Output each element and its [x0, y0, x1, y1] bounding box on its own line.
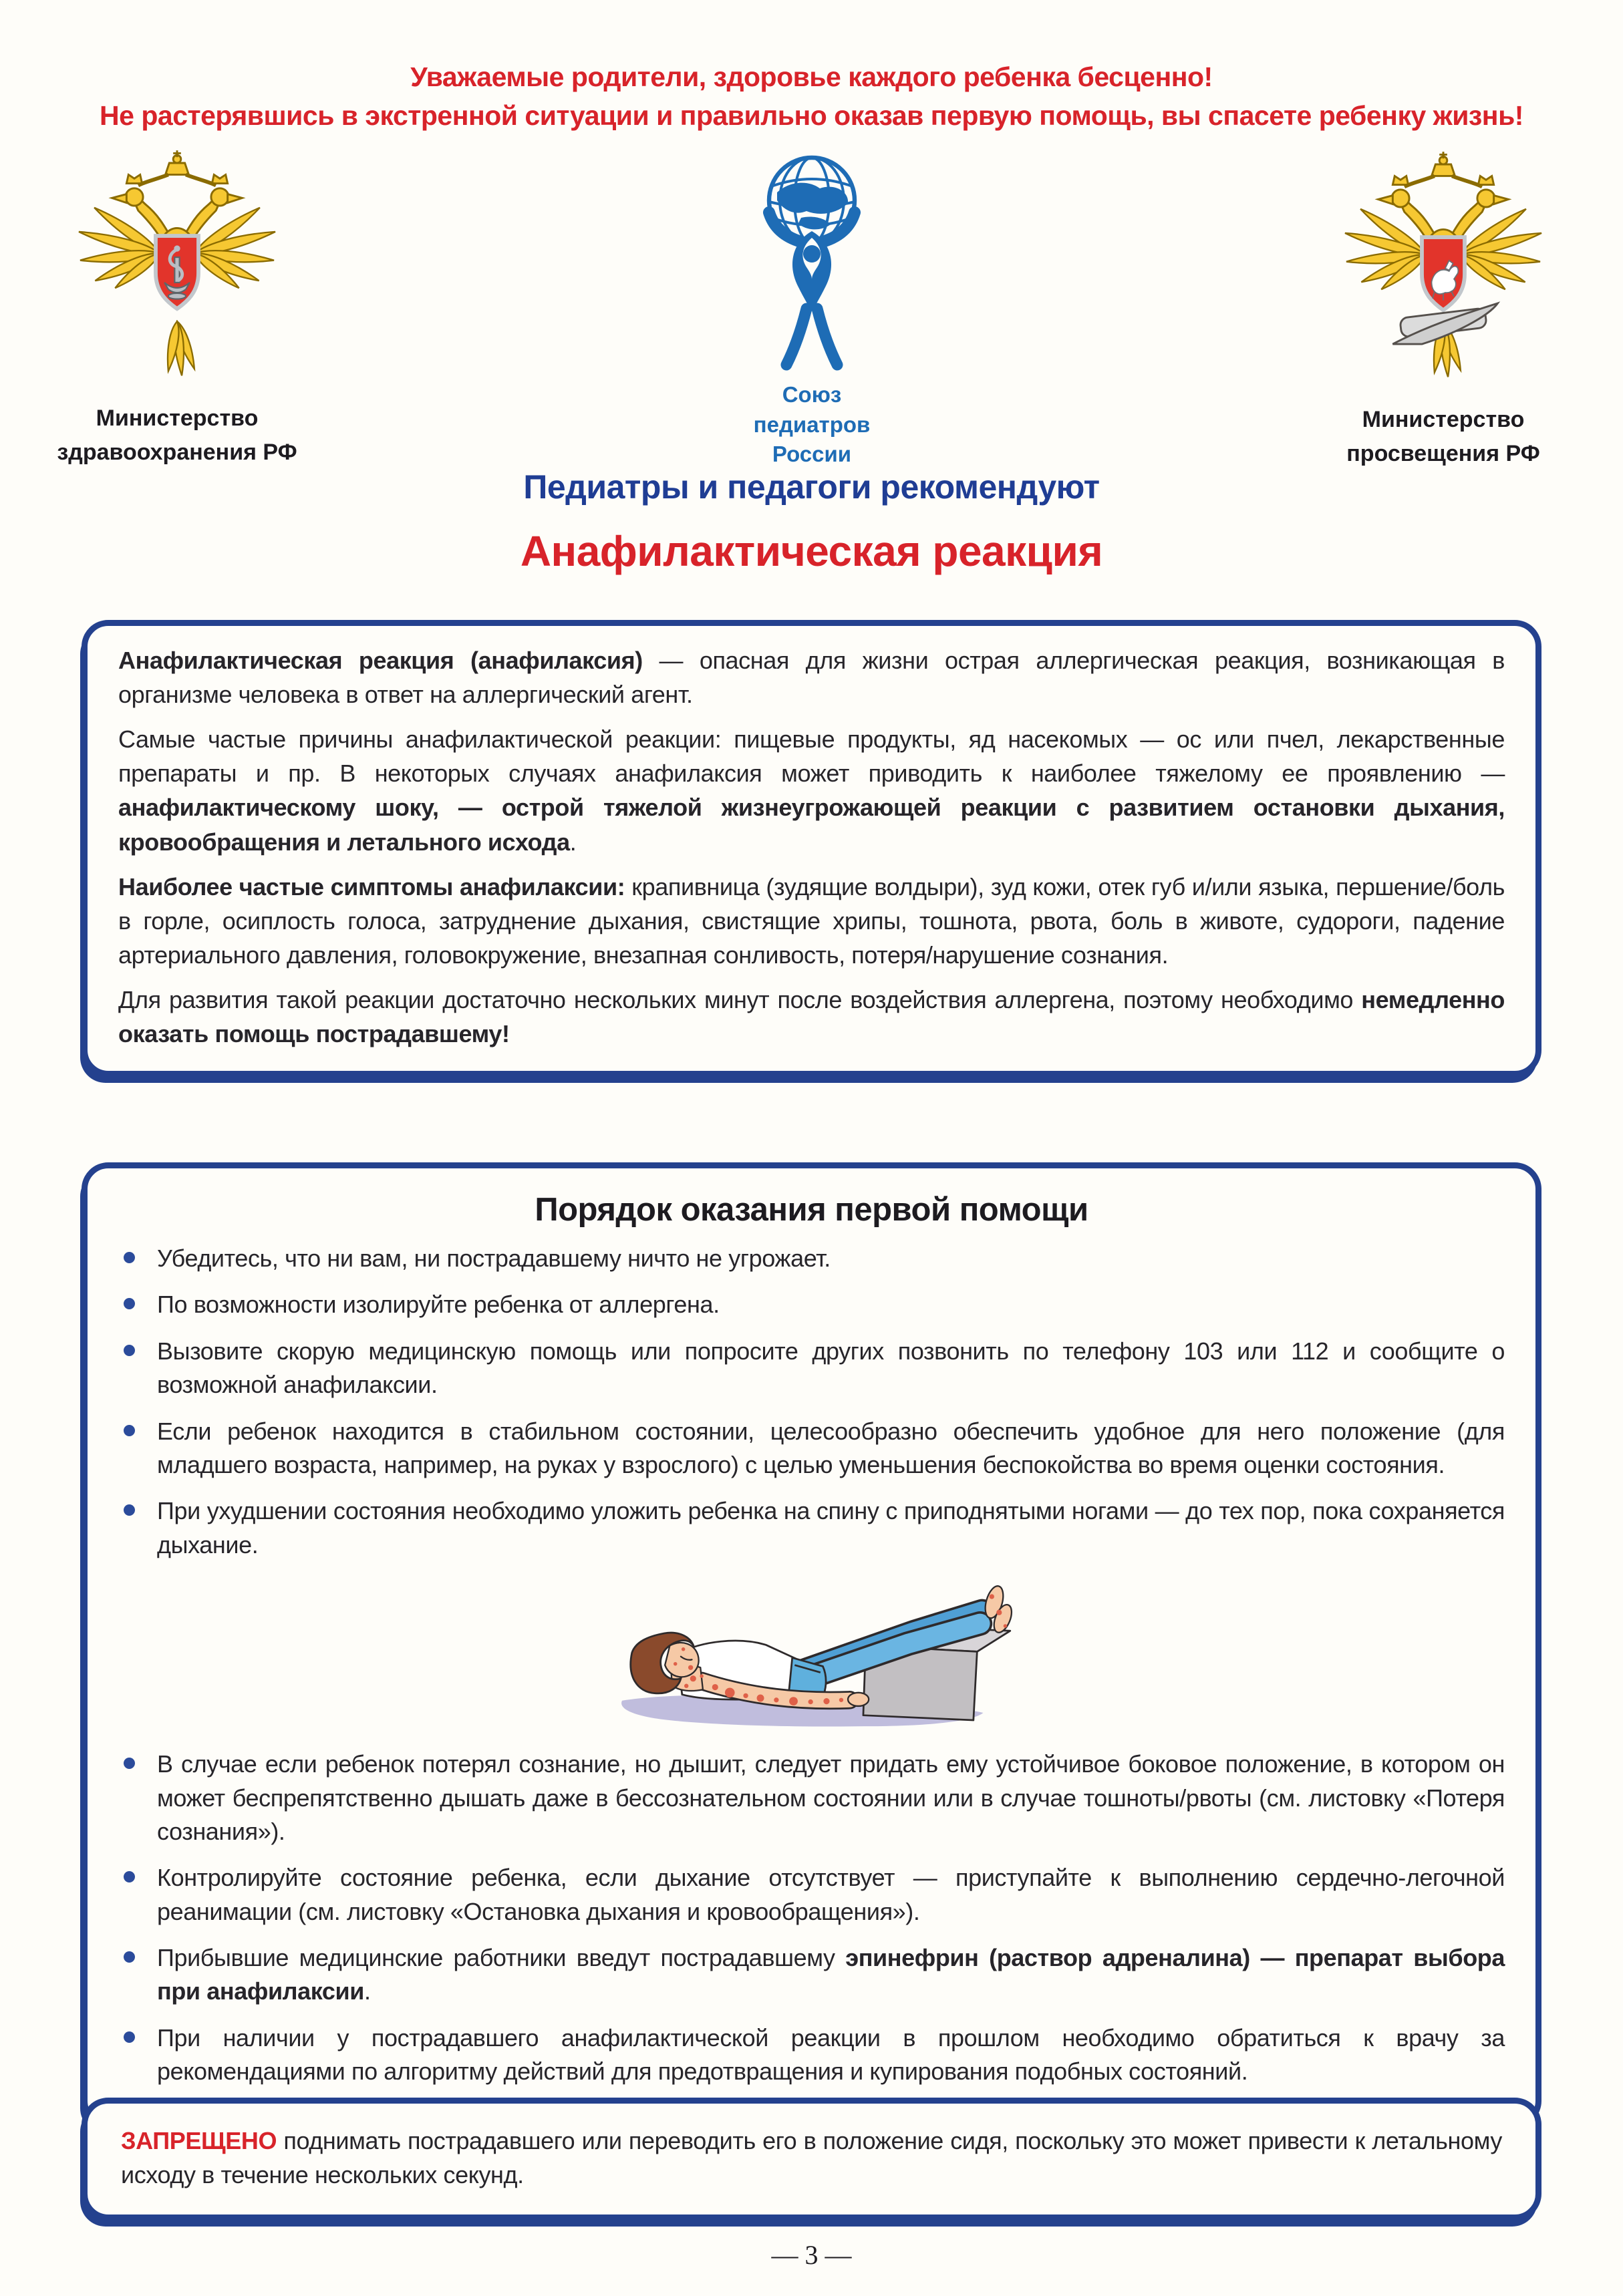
- pediatric-union-logo-block: [685, 147, 939, 470]
- header-line-2: Не растерявшись в экстренной ситуации и правильно оказав первую помощь, вы спасете ребенку жизнь!: [100, 100, 1523, 131]
- bullet-icon: [124, 1758, 135, 1769]
- definition-panel: [82, 620, 1541, 1077]
- pediatric-union-logo-icon: [732, 147, 892, 374]
- header-appeal: [0, 57, 1623, 135]
- health-ministry-logo-block: [50, 148, 304, 470]
- health-ministry-emblem-icon: [70, 148, 284, 391]
- bullet-icon: [124, 2031, 135, 2043]
- forbidden-text: ЗАПРЕЩЕНО поднимать пострадавшего или переводить его в положение сидя, поскольку это может привести к летальному исходу в течение нескольких секунд.: [121, 2127, 1502, 2189]
- first-aid-step: Вызовите скорую медицинскую помощь или попросите других позвонить по телефону 103 или 112 и сообщите о возможной анафилаксии.: [118, 1335, 1505, 1402]
- bullet-icon: [124, 1871, 135, 1882]
- page-number: — 3 —: [771, 2240, 852, 2270]
- first-aid-step: Контролируйте состояние ребенка, если дыхание отсутствует — приступайте к выполнению сердечно-легочной реанимации (см. листовку «Остановка дыхания и кровообращения»).: [118, 1861, 1505, 1929]
- first-aid-step: Убедитесь, что ни вам, ни пострадавшему ничто не угрожает.: [118, 1242, 1505, 1275]
- bullet-icon: [124, 1951, 135, 1963]
- first-aid-panel: [82, 1162, 1541, 2128]
- page-title: Анафилактическая реакция: [520, 527, 1103, 575]
- education-ministry-logo-block: [1310, 150, 1577, 471]
- header-line-1: Уважаемые родители, здоровье каждого ребенка бесценно!: [410, 61, 1213, 92]
- first-aid-steps-continued: [118, 1748, 1505, 2089]
- first-aid-step: По возможности изолируйте ребенка от аллергена.: [118, 1288, 1505, 1321]
- recommend-subtitle: Педиатры и педагоги рекомендуют: [523, 468, 1100, 506]
- pediatric-union-label: Союз педиатров России: [753, 382, 871, 467]
- recovery-position-figure: [118, 1575, 1505, 1735]
- first-aid-step: В случае если ребенок потерял сознание, но дышит, следует придать ему устойчивое боковое положение, в котором он может беспрепятственно дышать даже в бессознательном состоянии или в случае тошноты/рвоты (см. листовку «Потеря сознания»).: [118, 1748, 1505, 1848]
- bullet-icon: [124, 1504, 135, 1516]
- definition-paragraph: Анафилактическая реакция (анафилаксия) — опасная для жизни острая аллергическая реакция, возникающая в организме человека в ответ на аллергический агент.: [118, 647, 1505, 709]
- education-ministry-label: Министерство просвещения РФ: [1346, 407, 1540, 466]
- forbidden-panel: [82, 2098, 1541, 2221]
- bullet-icon: [124, 1425, 135, 1436]
- urgency-paragraph: Для развития такой реакции достаточно нескольких минут после воздействия аллергена, поэтому необходимо немедленно оказать помощь пострадавшему!: [118, 985, 1505, 1048]
- symptoms-paragraph: Наиболее частые симптомы анафилаксии: крапивница (зудящие волдыри), зуд кожи, отек губ и/или языка, першение/боль в горле, осиплость голоса, затруднение дыхания, свистящие хрипы, тошнота, рвота, боль в животе, судороги, падение артериального давления, головокружение, внезапная сонливость, потеря/нарушение сознания.: [118, 872, 1505, 969]
- bullet-icon: [124, 1298, 135, 1309]
- bullet-icon: [124, 1252, 135, 1263]
- causes-paragraph: Самые частые причины анафилактической реакции: пищевые продукты, яд насекомых — ос или пчел, лекарственные препараты и пр. В некоторых случаях анафилаксия может приводить к наиболее тяжелому ее проявлению — анафилактическому шоку, — острой тяжелой жизнеугрожающей реакции с развитием остановки дыхания, кровообращения и летального исхода.: [118, 725, 1505, 856]
- first-aid-step: Прибывшие медицинские работники введут пострадавшему эпинефрин (раствор адреналина) — препарат выбора при анафилаксии.: [118, 1941, 1505, 2009]
- health-ministry-label: Министерство здравоохранения РФ: [57, 405, 297, 465]
- first-aid-title: Порядок оказания первой помощи: [535, 1192, 1088, 1228]
- first-aid-step: При ухудшении состояния необходимо уложить ребенка на спину с приподнятыми ногами — до тех пор, пока сохраняется дыхание.: [118, 1494, 1505, 1562]
- first-aid-step: Если ребенок находится в стабильном состоянии, целесообразно обеспечить удобное для него положение (для младшего возраста, например, на руках у взрослого) с целью уменьшения беспокойства во время оценки состояния.: [118, 1415, 1505, 1482]
- first-aid-step: При наличии у пострадавшего анафилактической реакции в прошлом необходимо обратиться к врачу за рекомендациями по алгоритму действий для предотвращения и купирования подобных состояний.: [118, 2021, 1505, 2089]
- child-legs-elevated-illustration: [578, 1575, 1046, 1735]
- first-aid-steps: [118, 1242, 1505, 1562]
- bullet-icon: [124, 1345, 135, 1356]
- education-ministry-emblem-icon: [1336, 150, 1550, 393]
